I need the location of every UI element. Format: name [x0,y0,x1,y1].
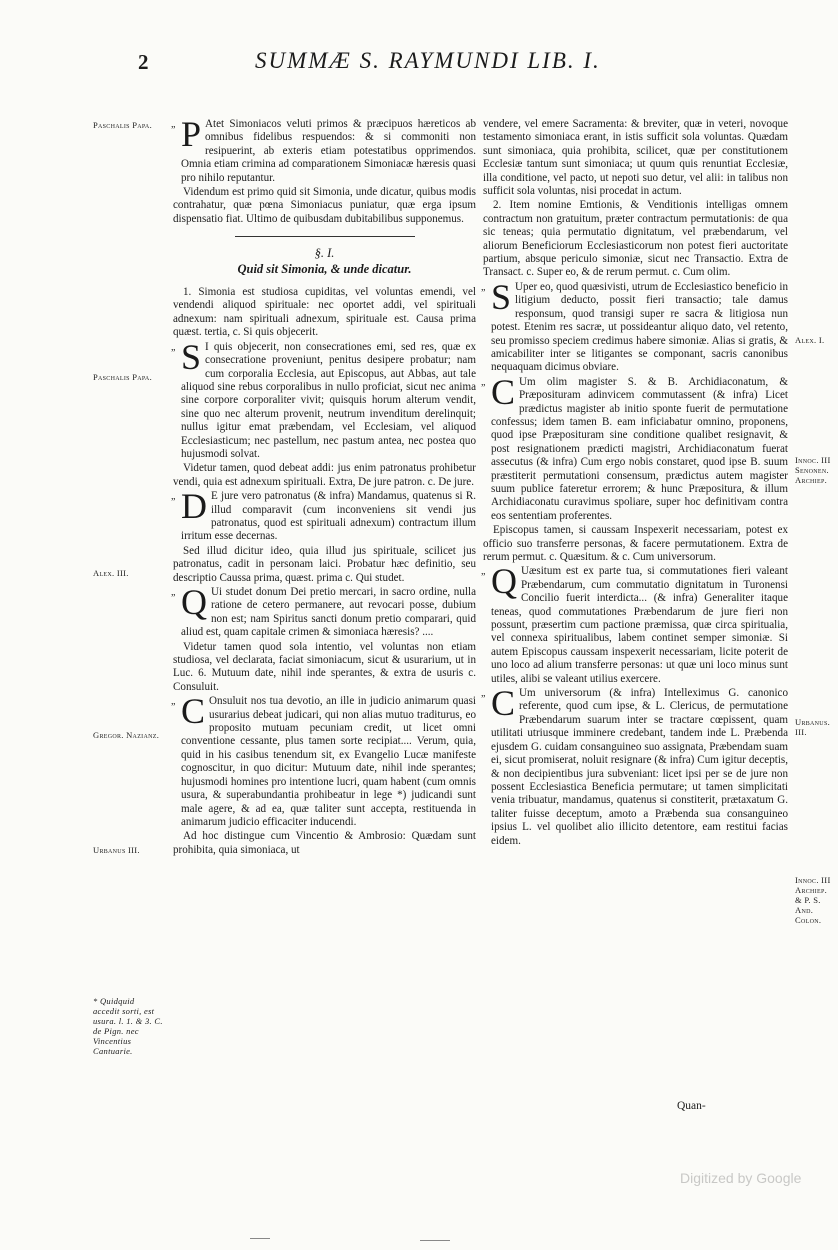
running-title: SUMMÆ S. RAYMUNDI LIB. I. [255,48,601,73]
paragraph: Videtur tamen quod sola intentio, vel voluntas non etiam studiosa, vel declarata, faciat simoniacum, sicut & usurarium, ut in Luc. 6. Mutuum date, nihil inde sperantes, & extra de usuris c. Consuluit. [173,640,476,693]
paragraph: 2. Item nomine Emtionis, & Venditionis intelligas omnem contractum non gratuitum, præter contractum permutationis: de qua sic teneas; quia permutatio dignitatum, vel præbendarum, vel aliorum Beneficiorum Ecclesiasticorum non potest fieri auctoritate partium, absque periculo simoniæ, sicut nec Transactio. Extra de Transact. c. Super eo, & de rerum permut. c. Cum olim. [483,199,788,279]
paragraph: Videtur tamen, quod debeat addi: jus enim patronatus prohibetur vendi, quia est adnexum spirituali. Extra, De jure patron. c. De jure. [173,462,476,488]
paragraph: Sed illud dicitur ideo, quia illud jus spirituale, scilicet jus patronatus, cadit in personam laici. Probatur hæc definitio, seu descriptio Caussa prima, quæst. prima c. Qui studet. [173,544,476,584]
margin-note: Urbanus. III. [795,717,831,737]
margin-note: Paschalis Papa. [93,372,152,382]
scan-speck [250,1238,270,1239]
quote-paragraph: „ C Um olim magister S. & B. Archidiaconatum, & Præposituram adinvicem commutassent (& infra) Licet prædictus magister ab initio sponte fuerit de permutatione confessus; idem tamen B. eam inficiabatur omnino, proponens, quod ipse Præposituram sine conditione qualibet resignavit, & post resignationem prædicti magistri, Archidiaconatum fuerat assecutus (& infra) Cum ergo nobis constaret, quod ipse B. suum præstiterit permutationi consensum, prædictus autem magister suum publice fateretur errorem; & hunc Præpositura, & illum Archidiaconatu curavimus spoliare, super hoc definitivam contra eos sententiam proferentes. [483,376,788,523]
right-column [483,118,788,849]
quote-paragraph: „ S I quis objecerit, non consecrationes emi, sed res, quæ ex consecratione proveniunt, penitus desipere probatur; nam cum corporalia Ecclesia, aut Episcopus, aut Abbas, aut tale aliquod sine rebus corporalibus in nullo proficiat, sicut nec anima sine corpore corporaliter vivit; quisquis horum alterum vendit, sine quo nec alterum provenit, neutrum invenditum derelinquit; nullus igitur emat præbendam, vel Ecclesiam, vel aliquod Ecclesiasticum; nec pastellum, nec pastum antea, nec postea quo hujusmodi solvat. [173,341,476,462]
drop-cap: „ S [181,336,202,377]
paragraph: 1. Simonia est studiosa cupiditas, vel voluntas emendi, vel vendendi aliquod spirituale: nec oportet addi, vel spirituali adnexum: nam spirituali adnexum, spirituale est. Causa prima quæst. tertia, c. Si quis objecerit. [173,286,476,339]
drop-cap: „ C [491,683,516,724]
quote-paragraph: „ D E jure vero patronatus (& infra) Mandamus, quatenus si R. illud comparavit (cum inconveniens sit vendi jus patronatus, quod est spirituali adnexum) contractum illum irritum esse decernas. [173,490,476,544]
quote-paragraph: „ C Um universorum (& infra) Intelleximus G. canonico referente, quod cum ipse, & L. Clericus, de permutatione Præbendarum suarum inter se tractare cœpissent, quam utilitati utriusque imminere credebant, tandem inde L. Præbenda ejusdem G. cuidam consanguineo suo assignata, Præbendam suam ei, sicut promiserat, noluit resignare (& infra) Cum igitur deceptis, & non decipientibus jura subveniant: licet ipsi per se de jure non possent Ecclesiastica Beneficia permutare; ut tamen simplicitati venia tribuatur, mandamus, quatenus si constiterit, prætaxatum G. taliter fuisse deceptum, amoto a Præbenda sua consanguineo ipsius L. vel quolibet alio illicito detentore, eam restitui facias eidem. [483,687,788,848]
scan-speck [420,1240,450,1241]
margin-note: Paschalis Papa. [93,120,152,130]
left-column [173,114,476,858]
page-number: 2 [138,50,149,74]
drop-cap: „ Q [181,582,207,622]
margin-note: Innoc. III Archiep. & P. S. And. Colon. [795,875,831,925]
drop-cap: „ S [491,276,512,317]
drop-cap: „ C [491,371,516,412]
paragraph: Ad hoc distingue cum Vincentio & Ambrosio: Quædam sunt prohibita, quia simoniaca, ut [173,830,476,856]
intro-paragraph-2: Videndum est primo quid sit Simonia, unde dicatur, quibus modis contrahatur, quæ pœna Simoniacus puniatur, quæ erga ipsum dispensatio fiat. Ultimo de quibusdam dubitabilibus supponemus. [173,186,476,225]
running-header [90,46,730,80]
paragraph: Episcopus tamen, si caussam Inspexerit necessariam, potest ex officio suo transferre personas, & facere permutationem. Extra de rerum permut. c. Quæsitum. & c. Cum universorum. [483,524,788,563]
margin-note: Urbanus III. [93,845,140,855]
margin-note: Gregor. Nazianz. [93,730,160,740]
drop-cap: „ Q [491,561,517,602]
quote-paragraph: „ C Onsuluit nos tua devotio, an ille in judicio animarum quasi usurarius debeat judicari, qui non alias mutuo traditurus, eo proposito mutuam pecuniam credit, ut licet omni conventione cessante, plus tamen sorte recipiat.... Verum, quia, quid in his casibus tenendum sit, ex Evangelio Lucæ manifeste cognoscitur, in quo dicitur: Mutuum date, nihil inde sperantes; hujusmodi homines pro intentione lucri, quam habent (cum omnis usura, & superabundantia prohibeatur in lege *) judicandi sunt male agere, & ad ea, quæ taliter sunt accepta, restituenda in animarum judicio efficaciter inducendi. [173,695,476,829]
digitization-watermark: Digitized by Google [680,1170,802,1186]
section-title: Quid sit Simonia, & unde dicatur. [237,261,412,276]
margin-footnote: * Quidquid accedit sorti, est usura. l. 1. & 3. C. de Pign. nec Vincentius Cantuarie. [93,996,163,1056]
quote-paragraph: „ S Uper eo, quod quæsivisti, utrum de Ecclesiastico beneficio in litigium deducto, possit fieri transactio; tale damus responsum, quod transigi super re sacra & litigiosa nun potest. Etenim res sacræ, ut possideantur aliquo dato, vel retento, seu promisso speciem credimus habere simoniæ. Alias si gratis, & amicabiliter inter se litigantes se componant, sacris canonibus nequaquam dicimus obviare. [483,281,788,375]
catchword: Quan- [677,1100,706,1112]
margin-note: Alex. I. [795,335,825,345]
drop-cap: „ P [181,114,202,154]
section-divider [235,236,415,237]
margin-note: Innoc. III Senonen. Archiep. [795,455,831,485]
section-number: §. I. [314,246,335,261]
intro-paragraph: „ P Atet Simoniacos veluti primos & præcipuos hæreticos ab omnibus fidelibus respuendos: & si commoniti non resipuerint, ab exteris etiam potestatibus opprimendos. Omnia etiam crimina ad comparationem Simoniacæ hæresis quasi pro nihilo reputantur. [173,118,476,185]
margin-note: Alex. III. [93,568,129,578]
drop-cap: „ C [181,691,206,732]
drop-cap: „ D [181,486,207,527]
paragraph: vendere, vel emere Sacramenta: & breviter, quæ in veteri, novoque testamento simoniaca erant, in istis sufficit sola voluntas. Quædam sunt simoniaca, quia prohibita, scilicet, quæ per constitutionem Ecclesiæ tantum sunt simoniaca; ut quum quis renuntiat Ecclesiæ, illa conditione, vel pacto, ut nepoti suo detur, vel alii: in talibus non sufficit sola voluntas, nisi procedat in actum. [483,118,788,198]
quote-paragraph: „ Q Ui studet donum Dei pretio mercari, in sacro ordine, nulla ratione de cetero permanere, aut revocari posse, dubium non est; nam Spiritus sancti donum pretio comparari, quid aliud est, quam capitale crimen & simoniaca hæresis? .... [173,586,476,640]
quote-paragraph: „ Q Uæsitum est ex parte tua, si commutationes fieri valeant Præbendarum, cum commutatio dignitatum in Turonensi Concilio fuerit interdicta... (& infra) Generaliter itaque teneas, quod commutationes Præbendarum de jure fieri non possunt, præsertim cum pactione præmissa, quæ circa spiritualia, vel connexa spiritualibus, labem continet semper simoniæ. Si autem Episcopus caussam inspexerit necessariam, licite poterit de uno loco ad alium transferre personas: ut quæ uni loco minus sunt utiles, alibi se valeant utilius exercere. [483,565,788,686]
